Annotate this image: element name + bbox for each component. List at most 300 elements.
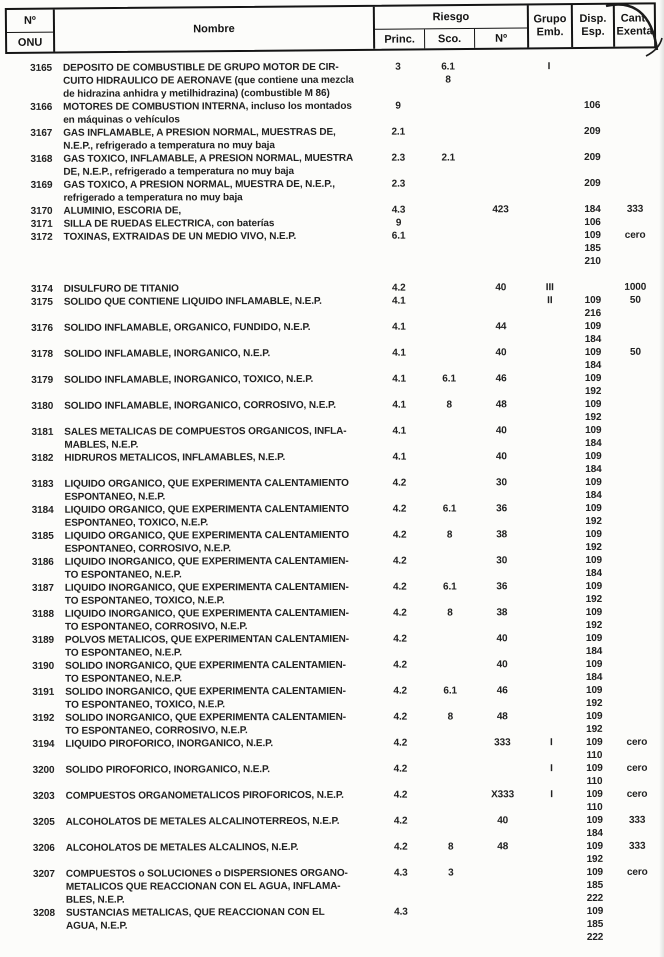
onu-number-line: 3192	[32, 712, 55, 724]
substance-name	[56, 841, 376, 868]
exempt-quantity	[616, 814, 659, 840]
packing-group	[529, 762, 573, 788]
special-provisions-line: 210	[584, 255, 601, 267]
risk-principal	[375, 529, 425, 555]
substance-name	[54, 295, 374, 322]
exempt-quantity-line: cero	[626, 736, 648, 748]
packing-group	[529, 658, 573, 684]
risk-principal-line: 4.2	[393, 737, 408, 749]
header-disp-esp: Disp. Esp.	[573, 5, 615, 47]
risk-principal	[376, 867, 426, 906]
special-provisions-line: 109	[584, 294, 602, 306]
substance-name	[55, 659, 375, 686]
onu-number	[8, 790, 56, 816]
special-provisions	[573, 528, 615, 554]
exempt-quantity	[613, 177, 656, 203]
special-provisions-line: 184	[584, 359, 602, 371]
header-riesgo-subcolumns	[375, 28, 527, 48]
substance-name-line: ESPONTANEO, TOXICO, N.E.P.	[64, 517, 209, 529]
risk-secondary	[425, 580, 475, 606]
substance-name-line: refrigerado a temperatura no muy baja	[63, 192, 243, 204]
onu-number-line: 3203	[32, 790, 55, 802]
special-provisions	[574, 814, 616, 840]
onu-number-line: 3169	[30, 179, 53, 191]
substance-name	[56, 815, 376, 842]
special-provisions-line: 109	[584, 372, 602, 384]
substance-name	[56, 906, 376, 946]
risk-number-line: 48	[496, 711, 508, 723]
substance-name-line: N.E.P., refrigerado a temperatura no muy baja	[63, 140, 275, 152]
substance-name-line: ALCOHOLATOS DE METALES ALCALINOTERREOS, N.E.P.	[65, 815, 340, 828]
risk-principal-line: 2.1	[391, 126, 406, 138]
special-provisions-line: 192	[585, 619, 603, 631]
substance-name	[53, 152, 373, 179]
risk-number	[476, 840, 530, 866]
table-row	[7, 606, 658, 634]
onu-number	[7, 608, 55, 634]
exempt-quantity	[613, 125, 656, 151]
risk-number	[474, 450, 528, 476]
substance-name	[56, 867, 376, 907]
exempt-quantity	[613, 151, 656, 177]
special-provisions	[573, 684, 615, 710]
exempt-quantity	[614, 476, 657, 502]
packing-group	[529, 684, 573, 710]
onu-number	[7, 504, 55, 530]
risk-secondary	[423, 99, 473, 125]
onu-number	[6, 400, 54, 426]
risk-principal	[375, 607, 425, 633]
substance-name-line: POLVOS METALICOS, QUE EXPERIMENTAN CALENTAMIEN-	[64, 633, 350, 646]
packing-group	[529, 502, 573, 528]
special-provisions-line: 222	[586, 931, 604, 943]
table-row	[8, 788, 659, 816]
risk-number	[475, 762, 529, 788]
risk-number	[474, 372, 528, 398]
risk-principal-line: 4.1	[392, 451, 407, 463]
special-provisions-line: 184	[585, 645, 603, 657]
onu-number-line: 3186	[31, 556, 54, 568]
substance-name-line: SOLIDO INFLAMABLE, INORGANICO, CORROSIVO, N.E.P.	[64, 399, 336, 412]
risk-number	[474, 346, 528, 372]
packing-group-line: II	[547, 295, 553, 307]
risk-number-line: 48	[495, 399, 507, 411]
special-provisions	[572, 294, 614, 320]
packing-group	[529, 580, 573, 606]
risk-secondary	[425, 736, 475, 762]
risk-number	[475, 580, 529, 606]
exempt-quantity	[616, 788, 659, 814]
special-provisions-line: 222	[586, 892, 604, 904]
substance-name	[55, 503, 375, 530]
substance-name	[53, 178, 373, 205]
packing-group	[530, 905, 574, 944]
packing-group-line: I	[550, 789, 553, 801]
onu-number-line: 3180	[31, 400, 54, 412]
packing-group	[528, 320, 572, 346]
risk-secondary-line: 6.1	[441, 61, 455, 73]
substance-name-line: de hidrazina anhidra y metilhidrazina) (combustible M 86)	[63, 87, 330, 100]
risk-principal-line: 4.2	[393, 841, 408, 853]
special-provisions-line: 192	[586, 697, 603, 709]
packing-group	[529, 710, 573, 736]
special-provisions-line: 109	[586, 762, 603, 774]
exempt-quantity	[615, 710, 658, 736]
exempt-quantity	[616, 840, 659, 866]
substance-name-line: HIDRUROS METALICOS, INFLAMABLES, N.E.P.	[64, 452, 286, 464]
special-provisions-line: 185	[584, 242, 601, 254]
substance-name-line: SOLIDO PIROFORICO, INORGANICO, N.E.P.	[65, 764, 270, 776]
onu-number	[7, 556, 55, 582]
onu-number-line: 3175	[30, 296, 53, 308]
packing-group	[527, 60, 571, 99]
risk-principal	[374, 451, 424, 477]
risk-number	[475, 710, 529, 736]
risk-principal	[374, 425, 424, 451]
special-provisions	[571, 99, 613, 125]
table-row	[6, 372, 657, 400]
risk-principal	[373, 100, 423, 126]
risk-number-line: 36	[496, 581, 508, 593]
exempt-quantity	[615, 580, 658, 606]
exempt-quantity-line: 333	[628, 814, 646, 826]
risk-number-line: 48	[497, 841, 509, 853]
header-riesgo-sco: Sco.	[425, 29, 475, 48]
special-provisions-line: 216	[584, 307, 602, 319]
risk-number	[474, 320, 528, 346]
substance-name-line: DEPOSITO DE COMBUSTIBLE DE GRUPO MOTOR DE CIR-	[63, 61, 339, 74]
substance-name-line: DE, N.E.P., refrigerado a temperatura no muy baja	[63, 165, 294, 178]
table-row	[6, 346, 657, 374]
exempt-quantity-line: cero	[626, 788, 648, 800]
risk-secondary-line: 6.1	[443, 685, 458, 697]
risk-principal	[375, 659, 425, 685]
risk-principal	[374, 373, 424, 399]
table-row	[7, 580, 658, 608]
onu-number	[6, 231, 54, 270]
risk-principal-line: 9	[395, 217, 402, 229]
table-row	[8, 814, 659, 842]
risk-number-line: 36	[496, 503, 508, 515]
substance-name	[54, 217, 374, 231]
exempt-quantity	[614, 216, 657, 229]
risk-principal	[373, 204, 423, 217]
special-provisions-line: 192	[586, 723, 603, 735]
header-riesgo-princ: Princ.	[375, 29, 425, 48]
special-provisions	[572, 372, 614, 398]
substance-name-line: LIQUIDO INORGANICO, QUE EXPERIMENTA CALENTAMIEN-	[64, 581, 349, 594]
table-row	[6, 424, 657, 452]
packing-group	[527, 99, 571, 125]
special-provisions	[571, 203, 613, 216]
special-provisions-line: 109	[585, 450, 602, 462]
risk-principal	[374, 230, 424, 269]
exempt-quantity	[614, 346, 657, 372]
special-provisions	[573, 606, 615, 632]
packing-group	[530, 866, 574, 905]
special-provisions	[572, 229, 614, 268]
packing-group	[527, 151, 571, 177]
packing-group	[528, 216, 572, 229]
special-provisions-line: 109	[586, 788, 603, 800]
table-row	[7, 502, 658, 530]
exempt-quantity-line: 1000	[624, 281, 647, 293]
substance-name-line: SOLIDO INORGANICO, QUE EXPERIMENTA CALENTAMIEN-	[65, 659, 346, 672]
risk-secondary-line: 6.1	[442, 373, 456, 385]
table-row	[5, 177, 656, 205]
packing-group	[528, 294, 572, 320]
table-row	[7, 528, 658, 556]
substance-name-line: LIQUIDO PIROFORICO, INORGANICO, N.E.P.	[65, 738, 274, 750]
risk-principal	[374, 347, 424, 373]
risk-principal	[376, 906, 426, 945]
substance-name	[55, 737, 375, 764]
special-provisions-line: 192	[585, 411, 602, 423]
table-row	[7, 762, 658, 790]
packing-group-line: III	[545, 282, 554, 294]
risk-principal-line: 4.2	[392, 529, 407, 541]
risk-number	[475, 554, 529, 580]
substance-name-line: GAS INFLAMABLE, A PRESION NORMAL, MUESTRAS DE,	[63, 126, 336, 139]
onu-number-line: 3176	[31, 322, 53, 334]
substance-name-line: SOLIDO INORGANICO, QUE EXPERIMENTA CALENTAMIEN-	[65, 711, 346, 724]
substance-name-line: LIQUIDO ORGANICO, QUE EXPERIMENTA CALENTAMIENTO	[64, 503, 349, 516]
special-provisions-line: 192	[585, 515, 602, 527]
onu-number	[8, 868, 56, 907]
substance-name	[55, 711, 375, 738]
risk-principal-line: 4.1	[392, 373, 406, 385]
risk-principal-line: 4.2	[393, 685, 408, 697]
risk-principal	[375, 685, 425, 711]
header-nombre: Nombre	[55, 7, 375, 52]
special-provisions-line: 184	[584, 333, 602, 345]
special-provisions-line: 185	[586, 879, 604, 891]
special-provisions	[574, 788, 616, 814]
special-provisions-line: 109	[584, 229, 601, 241]
onu-number-line: 3190	[32, 660, 55, 672]
exempt-quantity-line: 333	[626, 203, 644, 215]
special-provisions	[571, 151, 613, 177]
special-provisions-line: 209	[584, 151, 601, 163]
substance-name	[55, 763, 375, 790]
packing-group	[529, 528, 573, 554]
substance-name-line: TO ESPONTANEO, TOXICO, N.E.P.	[65, 699, 225, 711]
onu-number-line: 3189	[32, 634, 55, 646]
special-provisions-line: 184	[585, 489, 602, 501]
onu-number-line: 3183	[31, 478, 54, 490]
substance-name-line: LIQUIDO INORGANICO, QUE EXPERIMENTA CALENTAMIEN-	[64, 555, 349, 568]
exempt-quantity	[615, 632, 658, 658]
risk-principal-line: 4.2	[393, 659, 407, 671]
exempt-quantity	[614, 294, 657, 320]
onu-number	[5, 127, 53, 153]
header-riesgo	[375, 5, 529, 48]
substance-name-line: SOLIDO INFLAMABLE, INORGANICO, TOXICO, N.E.P.	[64, 373, 314, 386]
substance-name-line: SUSTANCIAS METALICAS, QUE REACCIONAN CON EL	[65, 906, 325, 919]
risk-secondary	[425, 710, 475, 736]
substance-name	[54, 477, 374, 504]
exempt-quantity	[614, 281, 657, 294]
onu-number-line: 3205	[32, 816, 55, 828]
substance-name	[54, 321, 374, 348]
table-row	[6, 476, 657, 504]
substance-name-line: COMPUESTOS o SOLUCIONES o DISPERSIONES ORGANO-	[65, 867, 348, 880]
risk-principal-line: 4.2	[392, 503, 407, 515]
onu-number-line: 3170	[30, 205, 53, 217]
risk-principal	[374, 477, 424, 503]
risk-secondary	[423, 203, 473, 216]
onu-number	[8, 816, 56, 842]
onu-number-line: 3178	[31, 348, 54, 360]
substance-name	[55, 529, 375, 556]
risk-principal	[375, 555, 425, 581]
risk-secondary	[425, 632, 475, 658]
special-provisions	[572, 476, 614, 502]
exempt-quantity	[615, 658, 658, 684]
substance-name-line: TO ESPONTANEO, N.E.P.	[65, 647, 182, 659]
table-row	[7, 632, 658, 660]
exempt-quantity	[615, 554, 658, 580]
packing-group	[528, 346, 572, 372]
table-row	[7, 684, 658, 712]
risk-number	[475, 502, 529, 528]
risk-secondary	[424, 450, 474, 476]
risk-number	[474, 216, 528, 229]
risk-principal-line: 4.2	[391, 282, 406, 294]
risk-number	[474, 398, 528, 424]
table-row	[7, 658, 658, 686]
risk-secondary-line: 8	[447, 607, 453, 619]
risk-secondary	[425, 528, 475, 554]
packing-group	[529, 736, 573, 762]
exempt-quantity	[615, 684, 658, 710]
onu-number-line: 3179	[31, 374, 54, 386]
special-provisions	[573, 736, 615, 762]
special-provisions-line: 109	[585, 658, 603, 670]
exempt-quantity-line: 333	[629, 840, 646, 852]
special-provisions-line: 109	[585, 502, 602, 514]
risk-principal	[375, 763, 425, 789]
special-provisions-line: 109	[586, 814, 603, 826]
substance-name	[54, 230, 374, 270]
risk-number-line: 40	[495, 425, 507, 437]
risk-number	[475, 684, 529, 710]
risk-secondary	[425, 606, 475, 632]
special-provisions-line: 109	[586, 710, 603, 722]
header-onu	[7, 10, 55, 52]
onu-number-line: 3191	[32, 686, 55, 698]
substance-name-line: LIQUIDO ORGANICO, QUE EXPERIMENTA CALENTAMIENTO	[64, 477, 349, 490]
special-provisions-line: 209	[584, 177, 601, 189]
onu-number	[5, 62, 53, 101]
onu-number	[7, 660, 55, 686]
header-onu-top: Nº	[7, 10, 53, 33]
substance-name-line: SALES METALICAS DE COMPUESTOS ORGANICOS, INFLA-	[64, 425, 347, 438]
exempt-quantity	[614, 229, 657, 268]
substance-name	[54, 373, 374, 400]
risk-principal	[375, 503, 425, 529]
exempt-quantity	[615, 502, 658, 528]
risk-principal	[374, 399, 424, 425]
header-riesgo-num: Nº	[495, 32, 508, 45]
risk-principal-line: 4.2	[393, 633, 407, 645]
packing-group	[528, 281, 572, 294]
risk-secondary	[424, 476, 474, 502]
special-provisions-line: 110	[586, 775, 603, 787]
exempt-quantity	[616, 905, 659, 944]
risk-secondary	[425, 762, 475, 788]
special-provisions	[572, 281, 614, 294]
substance-name-line: ALUMINIO, ESCORIA DE,	[63, 205, 182, 217]
special-provisions	[574, 866, 616, 905]
table-row	[5, 151, 656, 179]
risk-principal	[373, 61, 423, 100]
risk-number	[474, 424, 528, 450]
risk-number-line: 46	[496, 685, 508, 697]
onu-number-line: 3182	[31, 452, 54, 464]
risk-principal-line: 9	[395, 100, 401, 112]
substance-name-line: TO ESPONTANEO, TOXICO, N.E.P.	[64, 595, 225, 607]
risk-secondary	[423, 60, 473, 99]
special-provisions-line: 184	[586, 827, 603, 839]
substance-name	[53, 61, 373, 101]
onu-number	[6, 452, 54, 478]
table-row	[5, 60, 656, 101]
risk-number	[473, 177, 527, 203]
special-provisions	[571, 177, 613, 203]
special-provisions-line: 185	[586, 918, 604, 930]
onu-number-line: 3171	[30, 218, 53, 230]
risk-secondary	[423, 151, 473, 177]
table-row	[6, 294, 657, 322]
substance-name-line: SOLIDO INORGANICO, QUE EXPERIMENTA CALENTAMIEN-	[65, 685, 346, 698]
table-row	[5, 99, 656, 127]
risk-secondary	[425, 554, 475, 580]
risk-principal	[375, 737, 425, 763]
onu-number-line: 3184	[31, 504, 54, 516]
packing-group	[529, 606, 573, 632]
packing-group	[530, 788, 574, 814]
risk-number	[476, 814, 530, 840]
risk-number	[476, 905, 530, 944]
substance-name-line: SOLIDO INFLAMABLE, INORGANICO, N.E.P.	[64, 348, 271, 360]
onu-number-line: 3172	[30, 231, 53, 243]
special-provisions-line: 184	[585, 671, 603, 683]
substance-name	[54, 425, 374, 452]
packing-group	[527, 125, 571, 151]
special-provisions-line: 106	[583, 99, 601, 111]
risk-secondary	[424, 216, 474, 229]
risk-principal-line: 2.3	[391, 152, 406, 164]
special-provisions	[573, 658, 615, 684]
packing-group	[528, 450, 572, 476]
risk-secondary-line: 8	[446, 399, 452, 411]
onu-number	[7, 764, 55, 790]
onu-number	[6, 348, 54, 374]
packing-group	[528, 229, 572, 268]
risk-principal-line: 4.2	[392, 477, 407, 489]
risk-number-line: 40	[496, 659, 508, 671]
risk-principal	[373, 152, 423, 178]
substance-name	[55, 607, 375, 634]
substance-name-line: METALICOS QUE REACCIONAN CON EL AGUA, INFLAMA-	[65, 880, 341, 893]
onu-number	[6, 426, 54, 452]
onu-number-line: 3167	[30, 127, 53, 139]
risk-secondary	[424, 281, 474, 294]
risk-number-line: 333	[494, 737, 511, 749]
packing-group	[529, 632, 573, 658]
substance-name	[56, 789, 376, 816]
